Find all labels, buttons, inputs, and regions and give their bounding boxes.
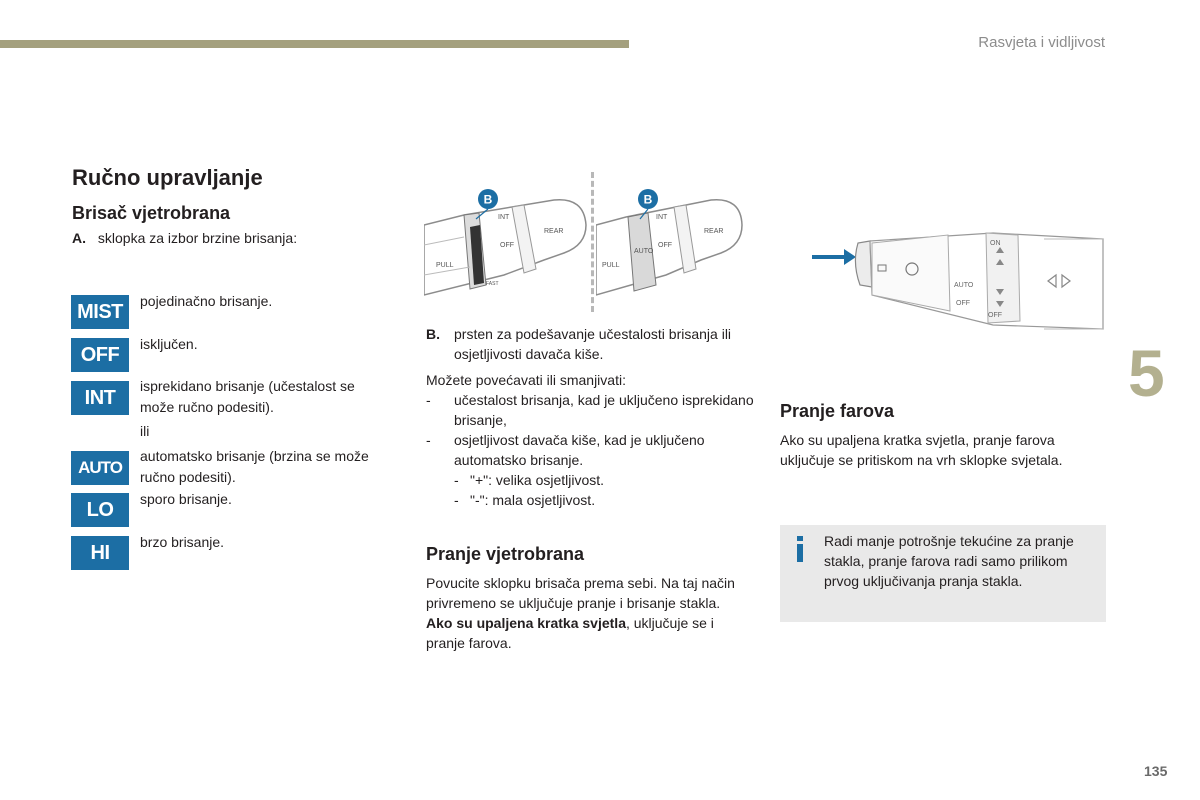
list-item: - učestalost brisanja, kad je uključeno isprekidano brisanje, xyxy=(426,392,754,428)
info-text: Radi manje potrošnje tekućine za pranje stakla, pranje farova radi samo prilikom prvog uključivanja pranja stakla. xyxy=(824,533,1074,589)
wiper-stalk-diagram-2 xyxy=(596,185,746,315)
mist-text: pojedinačno brisanje. xyxy=(140,293,273,309)
lo-text: sporo brisanje. xyxy=(140,491,232,507)
light-auto-label: AUTO xyxy=(954,282,974,289)
page-title: Ručno upravljanje xyxy=(72,165,263,190)
wiper-subtitle: Brisač vjetrobrana xyxy=(72,203,231,223)
item-a-text: sklopka za izbor brzine brisanja: xyxy=(97,230,298,246)
adjust-section xyxy=(426,370,756,510)
washer-text: Povucite sklopku brisača prema sebi. Na taj način privremeno se uključuje pranje i brisanje stakla. xyxy=(426,575,735,611)
stalk2-rear-label: REAR xyxy=(704,228,724,235)
info-icon xyxy=(795,536,805,562)
item-b xyxy=(426,324,756,364)
diagram-separator xyxy=(591,172,594,312)
item-b-label: B. xyxy=(426,326,440,342)
adjust-list xyxy=(426,390,756,470)
auto-text: automatsko brisanje (brzina se može ručno podesiti). xyxy=(140,448,369,485)
washer-note-bold: Ako su upaljena kratka svjetla xyxy=(426,615,626,631)
hi-text: brzo brisanje. xyxy=(140,534,225,550)
stalk1-int-label: INT xyxy=(498,214,510,221)
item-a xyxy=(72,228,402,248)
lo-badge: LO xyxy=(71,493,129,527)
section-title: Rasvjeta i vidljivost xyxy=(978,34,1105,51)
list-item: - "+": velika osjetljivost. xyxy=(454,472,605,488)
washer-title: Pranje vjetrobrana xyxy=(426,544,585,564)
item-b-text: prsten za podešavanje učestalosti brisanja ili osjetljivosti davača kiše. xyxy=(454,326,732,362)
light-off-label: OFF xyxy=(956,300,970,307)
callout-b-label-1: B xyxy=(483,192,493,207)
stalk2-auto-label: AUTO xyxy=(634,248,654,255)
sensitivity-sublist xyxy=(454,470,756,510)
page-number: 135 xyxy=(1144,763,1168,779)
light-off-label-2: OFF xyxy=(988,312,1002,319)
stalk1-ind-label: INT xyxy=(484,255,493,261)
callout-b-label-2: B xyxy=(643,192,653,207)
off-badge: OFF xyxy=(71,338,129,372)
stalk1-rear-label: REAR xyxy=(544,228,564,235)
list-item: - "-": mala osjetljivost. xyxy=(454,492,596,508)
auto-badge: AUTO xyxy=(71,451,129,485)
stalk2-off-label: OFF xyxy=(658,242,672,249)
stalk2-pull-label: PULL xyxy=(602,262,620,269)
light-on-label: ON xyxy=(990,240,1001,247)
wiper-stalk-diagram-1 xyxy=(424,185,592,315)
or-text: ili xyxy=(140,423,150,439)
stalk1-fast-label: FAST xyxy=(486,281,499,287)
adjust-intro: Možete povećavati ili smanjivati: xyxy=(426,372,626,388)
washer-note xyxy=(426,613,752,653)
stalk2-int-label: INT xyxy=(656,214,668,221)
stalk1-pull-label: PULL xyxy=(436,262,454,269)
info-box xyxy=(780,525,1106,622)
off-text: isključen. xyxy=(140,336,198,352)
hi-badge: HI xyxy=(71,536,129,570)
headlamp-text: Ako su upaljena kratka svjetla, pranje farova uključuje se pritiskom na vrh sklopke svjetala. xyxy=(780,432,1063,468)
chapter-number: 5 xyxy=(1128,336,1165,410)
stalk1-off-label: OFF xyxy=(500,242,514,249)
int-text: isprekidano brisanje (učestalost se može ručno podesiti). xyxy=(140,378,355,415)
list-item: - osjetljivost davača kiše, kad je uključeno automatsko brisanje. xyxy=(426,432,705,468)
light-stalk-diagram xyxy=(808,225,1106,335)
headlamp-title: Pranje farova xyxy=(780,401,895,421)
header-accent-bar xyxy=(0,40,629,48)
int-badge: INT xyxy=(71,381,129,415)
mist-badge: MIST xyxy=(71,295,129,329)
item-a-label: A. xyxy=(72,230,86,246)
washer-note-rest: , uključuje se i pranje farova. xyxy=(426,615,714,651)
washer-text-block xyxy=(426,573,752,653)
